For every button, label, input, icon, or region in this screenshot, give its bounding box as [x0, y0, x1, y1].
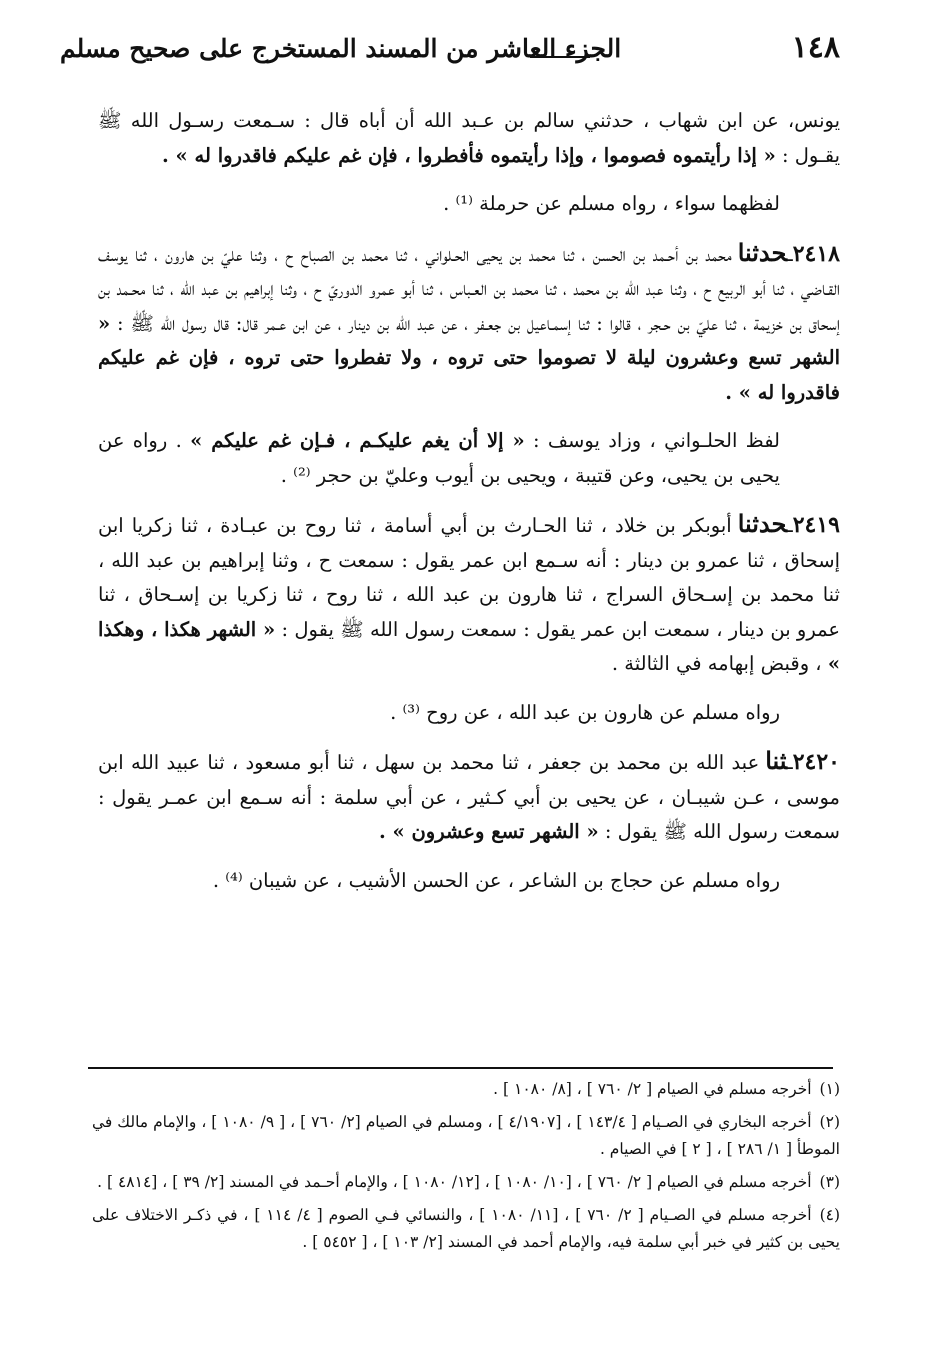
footnote-number: (٢) — [819, 1113, 840, 1131]
footnote — [92, 1169, 840, 1196]
paragraph-text: محمد بن أحـمد بن الحسن ، ثنا محمد بن يحيى الحـلواني ، ثنا محمد بن الصباح ح ، وثنا عليّ بن هارون ، ثنا يوسف القـاضي ، ثنا أبو الربيع ح ، وثنا عبد الله بن محمد ، ثنا محمد بن العـباس ، ثنا أبو عمرو الدوريّ ح ، وثنا إبراهيم بن عبد الله ، ثنا محـمد بن إسحاق بن خزيمة ، ثنا عليّ بن حـجر ، قالوا : ثنا إسمـاعيل بن جعـفر ، عن عبد الله بن دينار ، عن ابن عـمر قال: قال رسول الله ﷺ : — [98, 242, 840, 335]
footnote — [92, 1202, 840, 1256]
footnote-number: (٣) — [819, 1173, 840, 1191]
paragraph — [98, 104, 840, 173]
footnote — [92, 1109, 840, 1163]
hadith-number: ٢٤١٨ — [792, 240, 840, 267]
hadith-entry: ٢٤١٩ـحدثناأبوبكر بن خلاد ، ثنا الحـارث بن أبي أسامة ، ثنا روح بن عبـادة ، ثنا زكريا ابن إسحاق ، ثنا عمرو بن دينار : أنه سـمع ابن عمر يقول : سمعت ح ، وثنا إبراهيم بن عبد الله ، ثنا محمد بن إسـحاق السراج ، ثنا هارون بن عبد الله ، ثنا روح ، ثنا زكريا بن إسـحاق ، ثنا عمرو بن دينار ، سمعت ابن عمر يقول : سمعت رسول الله ﷺ يقول : « الشهر هكذا ، وهكذا » ، وقبض إبهامه في الثالثة . — [98, 509, 840, 675]
footnote-separator — [88, 1067, 833, 1069]
footnote-number: (٤) — [819, 1206, 841, 1224]
paragraph — [98, 696, 840, 731]
footnote-text: أخرجه مسلم في الصـيام [ ٢/ ٧٦٠ ] ، [١١/ ١٠٨٠ ] ، والنسائي فـي الصوم [ ٤/ ١١٤ ] ، في ذكـر الاختلاف على يحيى بن كثير في خبر أبي سلمة فيه، والإمام أحمد في المسند [٢/ ١٠٣ ] ، [ ٥٤٥٢ ] . — [92, 1206, 840, 1251]
paragraph-text-continued: . رواه عن يحيى بن يحيى، وعن قتيبة ، ويحيى بن أيوب وعليّ بن حجر ⁽²⁾ . — [98, 429, 780, 487]
footnote-text: أخرجه البخاري في الصـيام [ ١٤٣/٤ ] ، [٤/١٩٠٧ ] ، ومسلم في الصيام [٢/ ٧٦٠ ] ، [ ٩/ ١٠٨٠ ] ، والإمام مالك في الموطأ [ ١/ ٢٨٦ ] ، [ ٢ ] في الصيام . — [92, 1113, 840, 1158]
paragraph — [98, 424, 840, 493]
footnote-text: أخرجه مسلم في الصيام [ ٢/ ٧٦٠ ] ، [٨/ ١٠٨٠ ] . — [493, 1080, 812, 1098]
hadith-label: حدثنا — [737, 237, 788, 267]
footnote-text: أخرجه مسلم في الصيام [ ٢/ ٧٦٠ ] ، [١٠/ ١٠٨٠ ] ، [١٢/ ١٠٨٠ ] ، والإمام أحـمد في المسند [٢/ ٣٩ ] ، [٤٨١٤ ] . — [97, 1173, 812, 1191]
paragraph — [98, 187, 840, 222]
paragraph-text: لفظهما سواء ، رواه مسلم عن حرملة ⁽¹⁾ . — [443, 192, 780, 215]
hadith-number: ٢٤٢٠ — [792, 749, 840, 775]
footnote-number: (١) — [819, 1080, 840, 1098]
paragraph — [98, 864, 840, 899]
hadith-quote: « الشهر تسع وعشرون » . — [378, 820, 599, 843]
page-header — [60, 30, 840, 78]
paragraph-text: لفظ الحلـواني ، وزاد يوسف : — [524, 429, 780, 452]
paragraph-text: رواه مسلم عن حجاج بن الشاعر ، عن الحسن الأشيب ، عن شيبان ⁽⁴⁾ . — [212, 868, 780, 892]
paragraph-text: يونس، عن ابن شهاب ، حدثني سالم بن عـبد الله أن أباه قال : سـمعت رسـول الله ﷺ يقـول : — [98, 109, 840, 167]
running-title: الجزء العاشر من المسند المستخرج على صحيح مسلم — [60, 34, 622, 63]
paragraph-text-continued: ، وقبض إبهامه في الثالثة . — [611, 652, 828, 675]
paragraph-text: أبوبكر بن خلاد ، ثنا الحـارث بن أبي أسامة ، ثنا روح بن عبـادة ، ثنا زكريا ابن إسحاق ، ثنا عمرو بن دينار : أنه سـمع ابن عمر يقول : سمعت ح ، وثنا إبراهيم بن عبد الله ، ثنا محمد بن إسـحاق السراج ، ثنا هارون بن عبد الله ، ثنا روح ، ثنا زكريا بن إسـحاق ، ثنا عمرو بن دينار ، سمعت ابن عمر يقول : سمعت رسول الله ﷺ يقول : — [98, 514, 840, 641]
hadith-quote: « إلا أن يغم عليكـم ، فـإن غم عليكم » — [190, 429, 525, 452]
hadith-entry: ٢٤٢٠ـثناعبد الله بن محمد بن جعفر ، ثنا محمد بن سهل ، ثنا أبو مسعود ، ثنا عبيد الله ابن موسى ، عـن شيبـان ، عن يحيى بن أبي كـثير ، عن أبي سلمة : أنه سـمع ابن عمـر يقول : سمعت رسول الله ﷺ يقول : « الشهر تسع وعشرون » . — [98, 746, 840, 843]
hadith-quote: « الشهر هكذا ، وهكذا » — [98, 617, 840, 675]
hadith-number: ٢٤١٩ — [792, 512, 840, 538]
hadith-quote: « إذا رأيتموه فصوموا ، وإذا رأيتموه فأفطروا ، فإن غم عليكم فاقدروا له » . — [161, 143, 776, 167]
page-number: ١٤٨ — [791, 30, 840, 65]
footnote — [92, 1076, 840, 1103]
hadith-entry: ٢٤١٨ـحدثنامحمد بن أحـمد بن الحسن ، ثنا محمد بن يحيى الحـلواني ، ثنا محمد بن الصباح ح ، وثنا عليّ بن هارون ، ثنا يوسف القـاضي ، ثنا أبو الربيع ح ، وثنا عبد الله بن محمد ، ثنا محمد بن العـباس ، ثنا أبو عمرو الدوريّ ح ، وثنا إبراهيم بن عبد الله ، ثنا محـمد بن إسحاق بن خزيمة ، ثنا عليّ بن حـجر ، قالوا : ثنا إسمـاعيل بن جعـفر ، عن عبد الله بن دينار ، عن ابن عـمر قال: قال رسول الله ﷺ : « الشهر تسع وعشرون ليلة لا تصوموا حتى تروه ، ولا تفطروا حتى تروه ، فإن غم عليكم فاقدروا له » . — [98, 237, 840, 404]
hadith-label: حدثنا — [737, 509, 788, 538]
hadith-label: ثنا — [765, 746, 788, 775]
paragraph-text: عبد الله بن محمد بن جعفر ، ثنا محمد بن سهل ، ثنا أبو مسعود ، ثنا عبيد الله ابن موسى ، عـن شيبـان ، عن يحيى بن أبي كـثير ، عن أبي سلمة : أنه سـمع ابن عمـر يقول : سمعت رسول الله ﷺ يقول : — [98, 751, 840, 843]
footnotes — [92, 1076, 840, 1262]
hadith-quote: « الشهر تسع وعشرون ليلة لا تصوموا حتى تروه ، ولا تفطروا حتى تروه ، فإن غم عليكم فاقدروا له » . — [98, 311, 840, 404]
paragraph-text: رواه مسلم عن هارون بن عبد الله ، عن روح ⁽³⁾ . — [390, 700, 780, 724]
main-text — [98, 104, 840, 898]
